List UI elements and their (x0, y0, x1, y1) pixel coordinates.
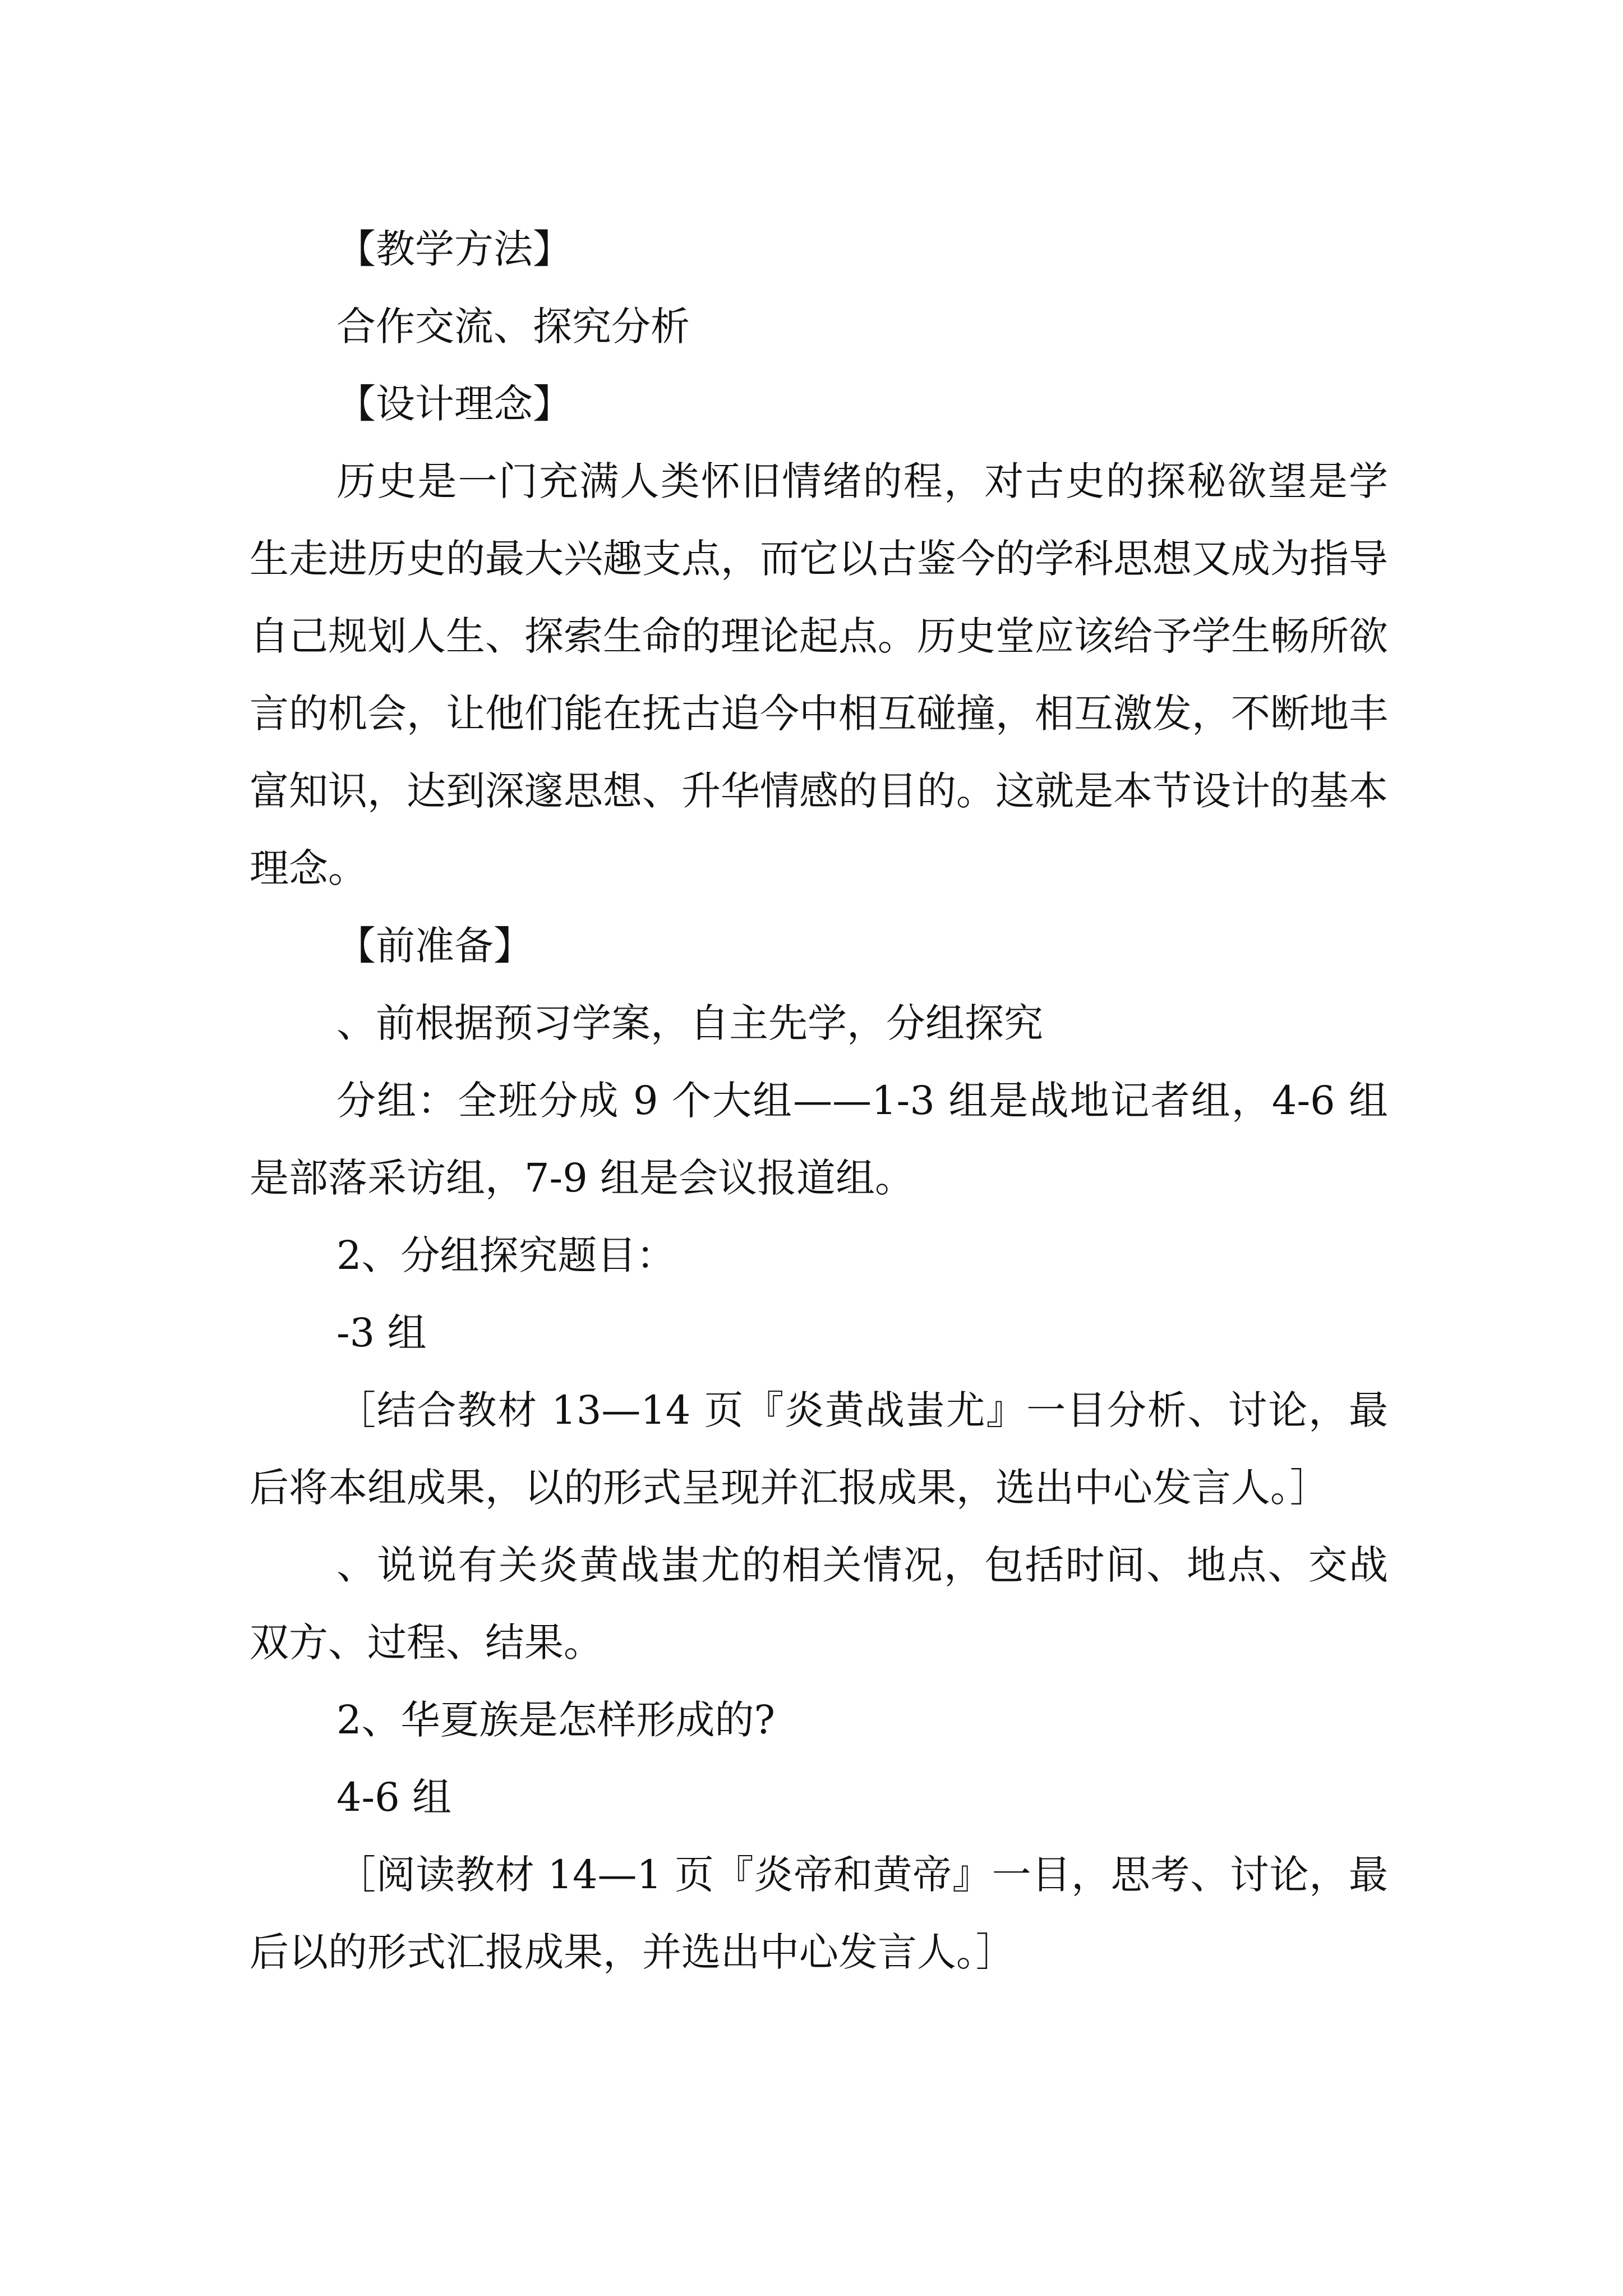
group-1-3-question-1: 、说说有关炎黄战蚩尤的相关情况，包括时间、地点、交战双方、过程、结果。 (250, 1542, 1388, 1665)
group-1-3-question-2: 2、华夏族是怎样形成的? (336, 1697, 776, 1743)
heading-design-concept: 【设计理念】 (336, 381, 572, 427)
group-4-6-heading: 4-6 组 (336, 1774, 451, 1820)
design-concept-paragraph: 历史是一门充满人类怀旧情绪的程，对古史的探秘欲望是学生走进历史的最大兴趣支点，而它以古鉴今的学科思想又成为指导自己规划人生、探索生命的理论起点。历史堂应该给予学生畅所欲言的机会，让他们能在抚古追今中相互碰撞，相互激发，不断地丰富知识，达到深邃思想、升华情感的目的。这就是本节设计的基本理念。 (250, 458, 1388, 891)
group-4-6-instructions: ［阅读教材 14—1 页『炎帝和黄帝』一目，思考、讨论，最后以的形式汇报成果，并选出中心发言人。］ (250, 1852, 1388, 1975)
teaching-method-text: 合作交流、探究分析 (336, 303, 690, 349)
preparation-item-1: 、前根据预习学案，自主先学，分组探究 (336, 1000, 1043, 1046)
group-1-3-instructions: ［结合教材 13—14 页『炎黄战蚩尤』一目分析、讨论，最后将本组成果，以的形式呈现并汇报成果，选出中心发言人。］ (250, 1387, 1388, 1511)
heading-preparation: 【前准备】 (336, 923, 533, 969)
grouping-paragraph: 分组：全班分成 9 个大组——1-3 组是战地记者组，4-6 组是部落采访组，7-9 组是会议报道组。 (250, 1078, 1388, 1201)
document-body (250, 210, 1388, 1991)
heading-teaching-method: 【教学方法】 (336, 226, 572, 272)
preparation-item-2: 2、分组探究题目： (336, 1232, 676, 1278)
group-1-3-heading: -3 组 (336, 1310, 427, 1356)
